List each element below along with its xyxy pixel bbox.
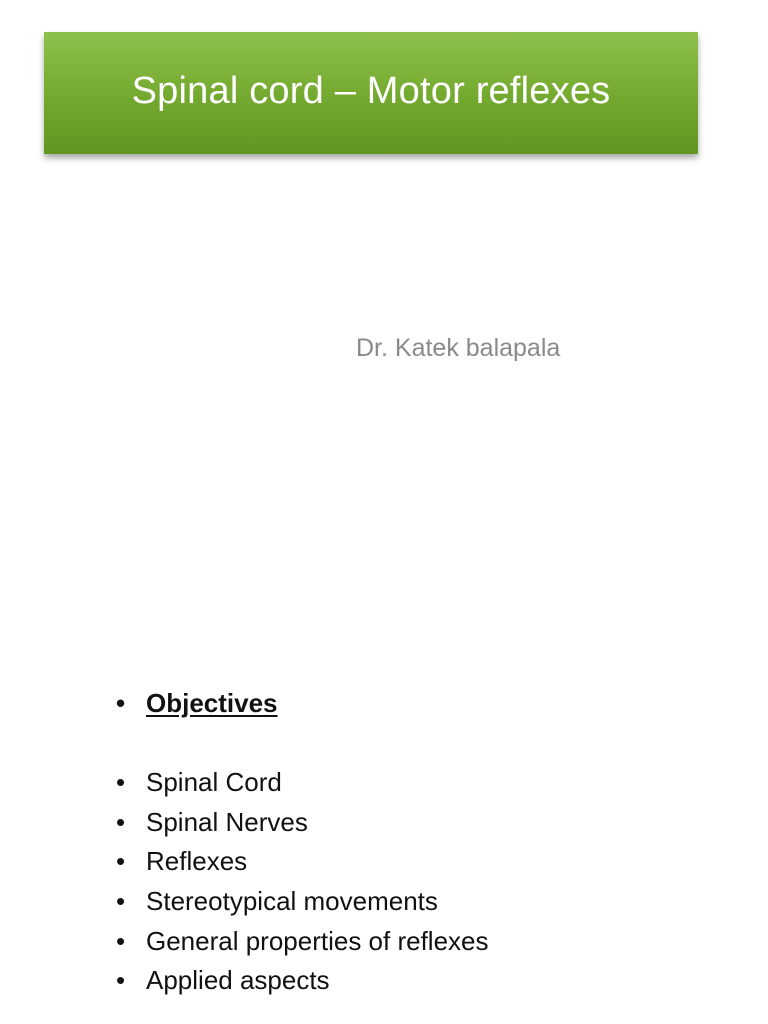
title-banner [44,32,698,154]
slide-title: Spinal cord – Motor reflexes [131,69,611,112]
bullet-icon: • [116,965,126,996]
objectives-heading-item [116,684,736,724]
list-item-text: Spinal Nerves [146,806,308,837]
list-item-text: Applied aspects [146,965,330,996]
list-item-text: Reflexes [146,846,248,877]
list-item [116,803,736,843]
list-item-text: Spinal Cord [146,767,282,798]
list-item [116,961,736,1001]
objectives-heading: Objectives [146,688,278,718]
list-item [116,763,736,803]
list-item-text: General properties of reflexes [146,925,489,956]
list-item [116,842,736,882]
list-item [116,922,736,962]
objectives-list [116,684,736,1001]
bullet-icon: • [116,925,126,956]
bullet-icon: • [116,885,126,916]
bullet-icon: • [116,806,126,837]
bullet-icon: • [116,767,126,798]
bullet-icon: • [116,688,126,718]
author-name: Dr. Katek balapala [356,334,561,362]
list-item [116,882,736,922]
bullet-icon: • [116,846,126,877]
list-item-text: Stereotypical movements [146,885,438,916]
